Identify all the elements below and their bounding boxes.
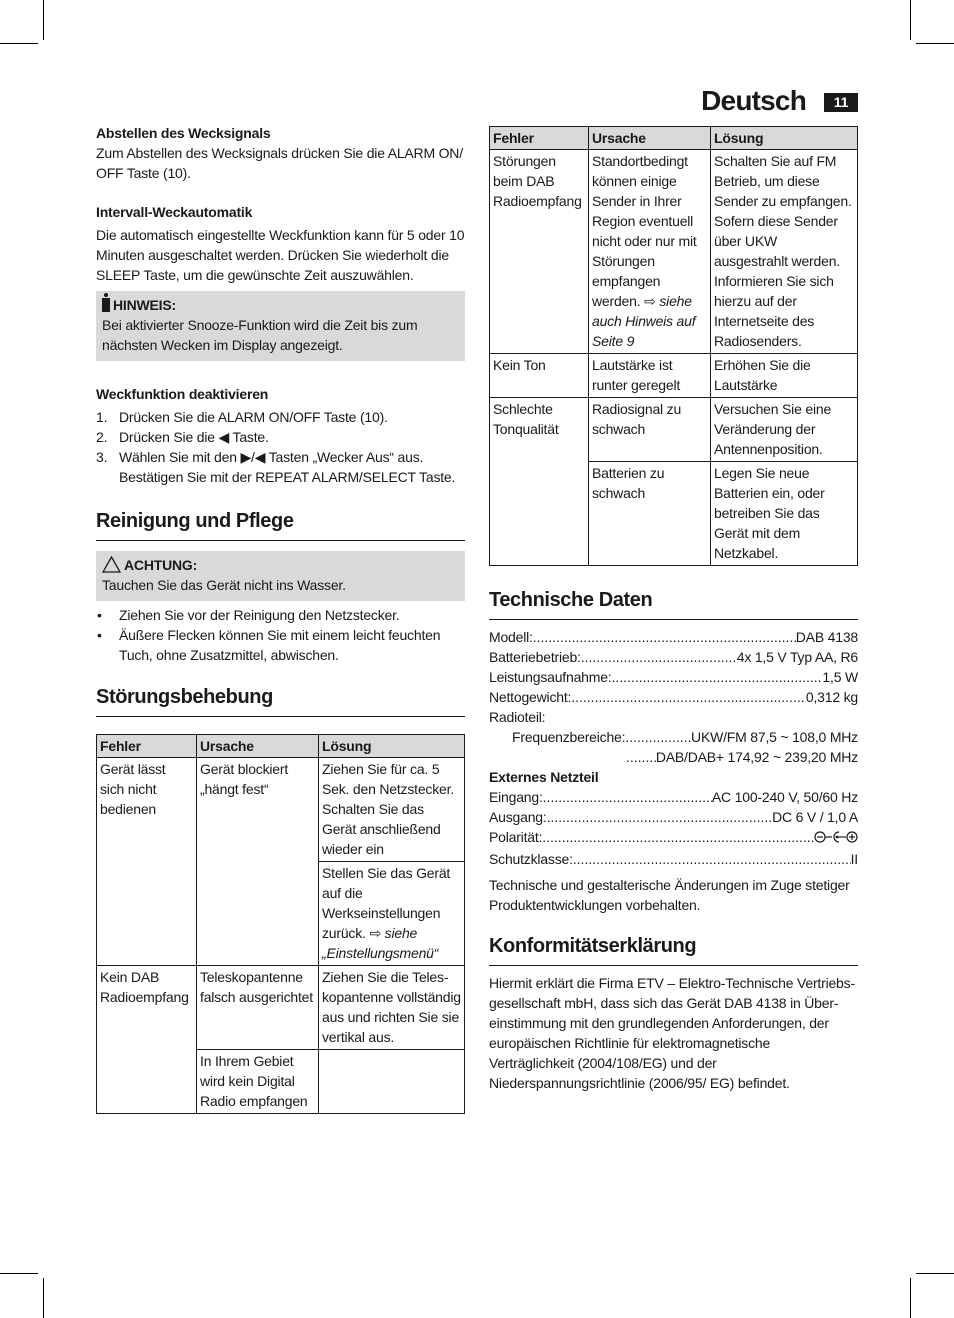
left-column	[96, 123, 465, 1114]
crop-mark	[43, 0, 44, 40]
table-cell: Stellen Sie das Gerät auf die Werkseinstellungen zurück. ⇨ siehe „Einstellungsmenü“	[319, 862, 465, 966]
spec-radio-label: Radioteil:	[489, 709, 546, 725]
table-header-row	[97, 735, 465, 758]
crop-mark	[43, 1278, 44, 1318]
warning-text: Tauchen Sie das Gerät nicht ins Wasser.	[102, 577, 346, 593]
spec-protection-class: Schutzklasse: ..... II	[489, 849, 858, 869]
psu-heading: Externes Netzteil	[489, 769, 599, 785]
table-cell: Legen Sie neue Batterien ein, oder betreiben Sie das Gerät mit dem Netzkabel.	[711, 462, 858, 566]
trouble-table-continued	[489, 126, 858, 566]
arrow-right-icon: ⇨	[644, 293, 656, 309]
list-item: • Ziehen Sie vor der Reinigung den Netzstecker.	[96, 605, 465, 625]
table-cell: Kein Ton	[490, 354, 589, 398]
table-cell: Ziehen Sie die Teleskopantenne vollständig aus und richten Sie sie vertikal aus.	[319, 966, 465, 1050]
table-row	[490, 150, 858, 354]
info-icon	[102, 298, 110, 312]
snooze-heading: Intervall-Weckautomatik	[96, 204, 253, 220]
table-cell: Schalten Sie auf FM Betrieb, um diese Sender zu empfangen. Sofern diese Sender über UKW ausgestrahlt werden. Informieren Sie sich hierzu auf der Internetseite des Radiosenders.	[711, 150, 858, 354]
deactivate-heading: Weckfunktion deaktivieren	[96, 386, 269, 402]
hint-box	[96, 291, 465, 361]
table-cell: Batterien zu schwach	[589, 462, 711, 566]
hint-text: Bei aktivierter Snooze-Funktion wird die Zeit bis zum nächsten Wecken im Display angezeigt.	[102, 317, 418, 353]
cross-reference: siehe „Einstellungsmenü“	[322, 925, 439, 961]
page-language-title: Deutsch	[701, 85, 806, 116]
stop-alarm-text: Zum Abstellen des Wecksignals drücken Sie die ALARM ON/ OFF Taste (10).	[96, 145, 463, 181]
right-column	[489, 126, 858, 1093]
crop-mark	[916, 1273, 954, 1274]
cleaning-bullets	[96, 605, 465, 665]
table-header-row	[490, 127, 858, 150]
table-row	[97, 966, 465, 1050]
table-cell: Standortbedingt können einige Sender in Ihrer Region eventuell nicht oder nur mit Störungen empfangen werden. ⇨ siehe auch Hinweis auf Seite 9	[589, 150, 711, 354]
spec-polarity: Polarität: .....	[489, 827, 858, 847]
table-row	[490, 354, 858, 398]
conformity-text: Hiermit erklärt die Firma ETV – Elektro-Technische Vertriebsgesellschaft mbH, dass sich das Gerät DAB 4138 in Übereinstimmung mit den grundlegenden Anforderungen, der europäischen Richtlinie für elektromagnetische Verträglichkeit (2004/108/EG) und der Niederspannungsrichtlinie (2006/95/ EG) befindet.	[489, 975, 856, 1091]
column-header: Lösung	[319, 735, 465, 758]
page-number: 11	[824, 93, 858, 112]
spec-weight: Nettogewicht: ..... 0,312 kg	[489, 687, 858, 707]
cross-reference: siehe auch Hinweis auf Seite 9	[592, 293, 696, 349]
table-cell: Lautstärke ist runter geregelt	[589, 354, 711, 398]
column-header: Fehler	[490, 127, 589, 150]
table-row	[490, 398, 858, 462]
table-cell: Ziehen Sie für ca. 5 Sek. den Netzstecker. Schalten Sie das Gerät anschließend wieder ein	[319, 758, 465, 862]
crop-mark	[916, 43, 954, 44]
crop-mark	[0, 1273, 38, 1274]
list-item: 2. Drücken Sie die ◀ Taste.	[96, 429, 269, 445]
warning-triangle-icon	[102, 556, 121, 573]
stop-alarm-heading: Abstellen des Wecksignals	[96, 125, 271, 141]
tech-specs	[489, 627, 858, 915]
spec-input: Eingang: ..... AC 100-240 V, 50/60 Hz	[489, 787, 858, 807]
arrow-right-icon: ⇨	[369, 925, 381, 941]
table-row	[97, 758, 465, 862]
list-item: 1. Drücken Sie die ALARM ON/OFF Taste (10).	[96, 409, 388, 425]
spec-battery: Batteriebetrieb: ..... 4x 1,5 V Typ AA, R6	[489, 647, 858, 667]
table-cell: Kein DAB Radioempfang	[97, 966, 197, 1114]
spec-frequency: Frequenzbereiche: ..... UKW/FM 87,5 ~ 108,0 MHz	[489, 727, 858, 747]
tech-disclaimer: Technische und gestalterische Änderungen im Zuge stetiger Produktentwicklungen vorbehalten.	[489, 877, 850, 913]
deactivate-steps	[96, 407, 465, 487]
cleaning-title: Reinigung und Pflege	[96, 508, 465, 541]
table-cell: Störungen beim DAB Radioempfang	[490, 150, 589, 354]
trouble-title: Störungsbehebung	[96, 684, 465, 717]
table-cell: Versuchen Sie eine Veränderung der Antennenposition.	[711, 398, 858, 462]
column-header: Ursache	[589, 127, 711, 150]
tech-title: Technische Daten	[489, 587, 858, 620]
table-cell: Teleskopantenne falsch ausgerichtet	[197, 966, 319, 1050]
spec-frequency-dab: ..... DAB/DAB+ 174,92 ~ 239,20 MHz	[489, 747, 858, 767]
warning-box	[96, 551, 465, 601]
table-cell: Schlechte Tonqualität	[490, 398, 589, 566]
table-cell: In Ihrem Gebiet wird kein Digital Radio empfangen	[197, 1050, 319, 1114]
table-cell	[319, 1050, 465, 1114]
crop-mark	[910, 1278, 911, 1318]
table-cell: Erhöhen Sie die Lautstärke	[711, 354, 858, 398]
trouble-table	[96, 734, 465, 1114]
crop-mark	[910, 0, 911, 40]
table-cell: Gerät blockiert „hängt fest“	[197, 758, 319, 966]
spec-model: Modell: ..... DAB 4138	[489, 627, 858, 647]
table-cell: Gerät lässt sich nicht bedienen	[97, 758, 197, 966]
spec-output: Ausgang: ..... DC 6 V / 1,0 A	[489, 807, 858, 827]
list-item: • Äußere Flecken können Sie mit einem leicht feuchten Tuch, ohne Zusatzmittel, abwischen.	[96, 625, 465, 665]
column-header: Ursache	[197, 735, 319, 758]
list-item: 3. Wählen Sie mit den ▶/◀ Tasten „Wecker Aus“ aus. Bestätigen Sie mit der REPEAT ALARM/SELECT Taste.	[96, 449, 456, 485]
column-header: Fehler	[97, 735, 197, 758]
snooze-text: Die automatisch eingestellte Weckfunktion kann für 5 oder 10 Minuten ausgeschaltet werden. Drücken Sie wiederholt die SLEEP Taste, um die gewünschte Zeit auszuwählen.	[96, 227, 465, 283]
column-header: Lösung	[711, 127, 858, 150]
spec-power: Leistungsaufnahme: ..... 1,5 W	[489, 667, 858, 687]
crop-mark	[0, 43, 38, 44]
polarity-symbol-icon	[814, 830, 858, 844]
hint-label: HINWEIS:	[113, 297, 176, 313]
table-cell: Radiosignal zu schwach	[589, 398, 711, 462]
conformity-title: Konformitätserklärung	[489, 933, 858, 966]
warning-label: ACHTUNG:	[124, 557, 198, 573]
